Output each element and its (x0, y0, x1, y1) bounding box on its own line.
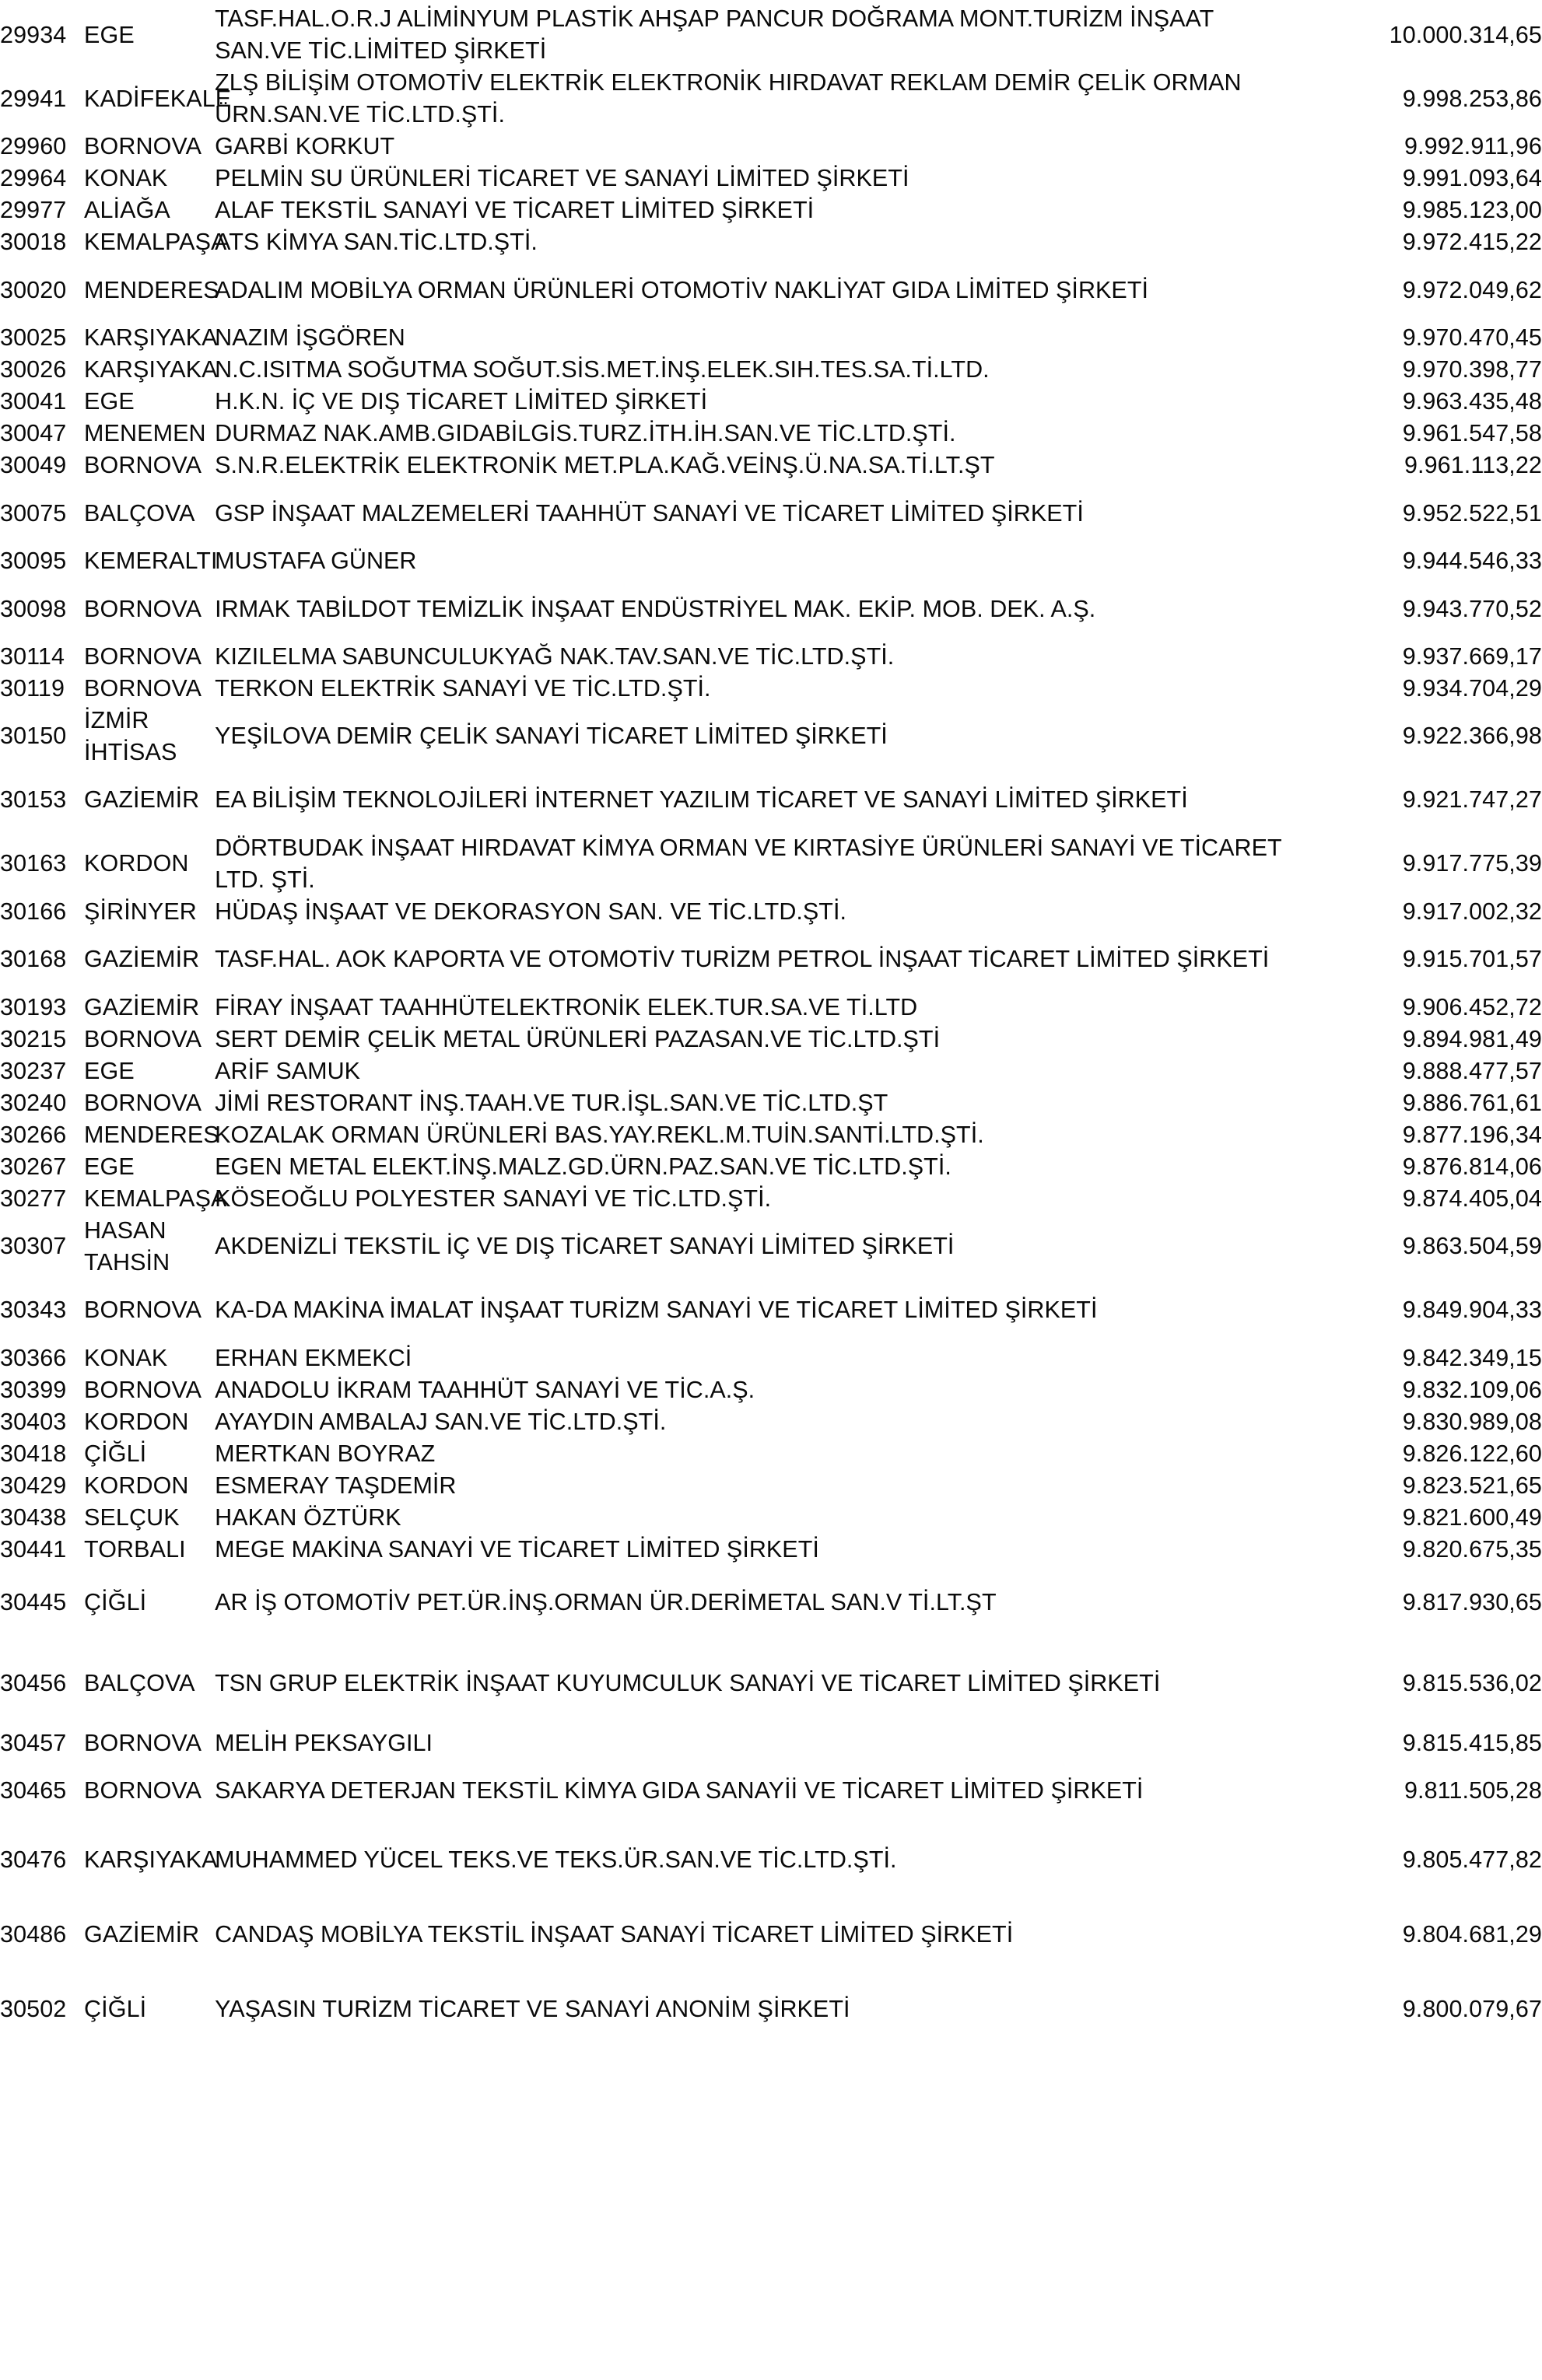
table-row (0, 418, 1542, 450)
table-row (0, 1119, 1542, 1151)
row-debt-amount: 9.817.930,65 (1402, 1589, 1542, 1615)
table-row (0, 1533, 1542, 1565)
table-row (0, 1565, 1542, 1640)
row-taxpayer-name: SERT DEMİR ÇELİK METAL ÜRÜNLERİ PAZASAN.VE TİC.LTD.ŞTİ (215, 1025, 941, 1052)
row-sequence-number: 30486 (0, 1921, 67, 1948)
row-sequence-number: 30215 (0, 1025, 67, 1052)
row-tax-office: KARŞIYAKA (84, 1846, 218, 1873)
row-sequence-number: 30438 (0, 1503, 67, 1531)
table-row (0, 832, 1542, 896)
row-taxpayer-name: TSN GRUP ELEKTRİK İNŞAAT KUYUMCULUK SANAYİ VE TİCARET LİMİTED ŞİRKETİ (215, 1670, 1161, 1696)
row-sequence-number: 30166 (0, 898, 67, 925)
row-taxpayer-name: SAKARYA DETERJAN TEKSTİL KİMYA GIDA SANAYİİ VE TİCARET LİMİTED ŞİRKETİ (215, 1777, 1144, 1804)
table-row (0, 1759, 1542, 1822)
row-tax-office: KEMERALTI (84, 548, 218, 575)
row-debt-amount: 9.922.366,98 (1402, 723, 1542, 750)
row-tax-office: BORNOVA (84, 643, 202, 670)
row-taxpayer-name: HAKAN ÖZTÜRK (215, 1503, 401, 1531)
table-row (0, 67, 1542, 131)
row-tax-office: BORNOVA (84, 1777, 202, 1804)
row-sequence-number: 30476 (0, 1846, 67, 1873)
row-taxpayer-name: GARBİ KORKUT (215, 133, 395, 160)
row-tax-office: EGE (84, 21, 135, 48)
row-taxpayer-name: KA-DA MAKİNA İMALAT İNŞAAT TURİZM SANAYİ VE TİCARET LİMİTED ŞİRKETİ (215, 1297, 1098, 1323)
row-debt-amount: 9.894.981,49 (1402, 1025, 1542, 1052)
row-debt-amount: 9.888.477,57 (1402, 1057, 1542, 1084)
row-sequence-number: 30049 (0, 452, 67, 479)
table-row (0, 577, 1542, 641)
row-taxpayer-name: YEŞİLOVA DEMİR ÇELİK SANAYİ TİCARET LİMİTED ŞİRKETİ (215, 723, 888, 750)
row-sequence-number: 30266 (0, 1121, 67, 1148)
row-taxpayer-name: AR İŞ OTOMOTİV PET.ÜR.İNŞ.ORMAN ÜR.DERİMETAL SAN.V Tİ.LT.ŞT (215, 1589, 997, 1615)
row-debt-amount: 9.937.669,17 (1402, 643, 1542, 670)
row-debt-amount: 9.804.681,29 (1402, 1921, 1542, 1948)
row-sequence-number: 29977 (0, 197, 67, 224)
row-tax-office: BORNOVA (84, 1376, 202, 1403)
row-sequence-number: 30240 (0, 1089, 67, 1116)
table-row (0, 545, 1542, 577)
table-row (0, 1055, 1542, 1087)
table-row (0, 641, 1542, 673)
row-tax-office: EGE (84, 388, 135, 415)
row-taxpayer-name: MUHAMMED YÜCEL TEKS.VE TEKS.ÜR.SAN.VE TİC.LTD.ŞTİ. (215, 1846, 897, 1873)
table-row (0, 258, 1542, 322)
row-taxpayer-name: CANDAŞ MOBİLYA TEKSTİL İNŞAAT SANAYİ TİCARET LİMİTED ŞİRKETİ (215, 1921, 1014, 1948)
row-debt-amount: 9.952.522,51 (1402, 499, 1542, 527)
row-taxpayer-name: JİMİ RESTORANT İNŞ.TAAH.VE TUR.İŞL.SAN.VE TİC.LTD.ŞT (215, 1089, 888, 1116)
table-row (0, 1469, 1542, 1501)
row-debt-amount: 9.921.747,27 (1402, 786, 1542, 814)
row-tax-office: HASAN TAHSİN (84, 1216, 170, 1276)
table-row (0, 322, 1542, 354)
row-debt-amount: 9.823.521,65 (1402, 1472, 1542, 1499)
table-row (0, 194, 1542, 226)
row-tax-office: MENDERES (84, 1121, 219, 1148)
row-debt-amount: 9.842.349,15 (1402, 1344, 1542, 1371)
row-tax-office: KEMALPAŞA (84, 229, 227, 256)
row-debt-amount: 9.972.415,22 (1402, 229, 1542, 256)
row-taxpayer-name: KIZILELMA SABUNCULUKYAĞ NAK.TAV.SAN.VE TİC.LTD.ŞTİ. (215, 643, 895, 670)
row-debt-amount: 9.815.536,02 (1402, 1670, 1542, 1696)
row-taxpayer-name: IRMAK TABİLDOT TEMİZLİK İNŞAAT ENDÜSTRİYEL MAK. EKİP. MOB. DEK. A.Ş. (215, 595, 1096, 622)
row-taxpayer-name: ADALIM MOBİLYA ORMAN ÜRÜNLERİ OTOMOTİV NAKLİYAT GIDA LİMİTED ŞİRKETİ (215, 276, 1149, 303)
row-tax-office: BORNOVA (84, 1729, 202, 1756)
row-sequence-number: 30307 (0, 1233, 67, 1260)
table-row (0, 1501, 1542, 1533)
row-taxpayer-name: ESMERAY TAŞDEMİR (215, 1472, 457, 1499)
row-tax-office: ÇİĞLİ (84, 1589, 147, 1615)
row-debt-amount: 9.915.701,57 (1402, 946, 1542, 973)
row-taxpayer-name: TASF.HAL. AOK KAPORTA VE OTOMOTİV TURİZM PETROL İNŞAAT TİCARET LİMİTED ŞİRKETİ (215, 946, 1270, 973)
row-taxpayer-name: EA BİLİŞİM TEKNOLOJİLERİ İNTERNET YAZILIM TİCARET VE SANAYİ LİMİTED ŞİRKETİ (215, 786, 1188, 814)
row-debt-amount: 9.992.911,96 (1404, 133, 1542, 160)
row-sequence-number: 30153 (0, 786, 67, 814)
row-taxpayer-name: MEGE MAKİNA SANAYİ VE TİCARET LİMİTED ŞİRKETİ (215, 1535, 819, 1563)
table-row (0, 1374, 1542, 1405)
row-taxpayer-name: AKDENİZLİ TEKSTİL İÇ VE DIŞ TİCARET SANAYİ LİMİTED ŞİRKETİ (215, 1233, 955, 1260)
table-row (0, 1972, 1542, 2046)
row-debt-amount: 9.972.049,62 (1402, 276, 1542, 303)
row-sequence-number: 30366 (0, 1344, 67, 1371)
row-tax-office: ÇİĞLİ (84, 1440, 147, 1467)
table-row (0, 450, 1542, 481)
row-taxpayer-name: FİRAY İNŞAAT TAAHHÜTELEKTRONİK ELEK.TUR.SA.VE Tİ.LTD (215, 993, 918, 1020)
table-row (0, 1727, 1542, 1759)
row-debt-amount: 9.832.109,06 (1402, 1376, 1542, 1403)
row-tax-office: BALÇOVA (84, 499, 195, 527)
row-debt-amount: 9.917.002,32 (1402, 898, 1542, 925)
row-debt-amount: 9.970.470,45 (1402, 324, 1542, 352)
row-taxpayer-name: MELİH PEKSAYGILI (215, 1729, 433, 1756)
row-sequence-number: 30025 (0, 324, 67, 352)
table-row (0, 896, 1542, 928)
row-sequence-number: 30399 (0, 1376, 67, 1403)
debt-listing-table (0, 3, 1542, 2046)
row-tax-office: GAZİEMİR (84, 946, 200, 973)
row-sequence-number: 30041 (0, 388, 67, 415)
row-tax-office: KEMALPAŞA (84, 1185, 227, 1212)
table-row (0, 1405, 1542, 1437)
row-tax-office: BORNOVA (84, 1089, 202, 1116)
row-tax-office: BORNOVA (84, 1297, 202, 1323)
row-debt-amount: 9.991.093,64 (1402, 165, 1542, 192)
table-row (0, 1151, 1542, 1183)
row-sequence-number: 30163 (0, 850, 67, 877)
row-sequence-number: 30457 (0, 1729, 67, 1756)
row-sequence-number: 30193 (0, 993, 67, 1020)
table-row (0, 386, 1542, 418)
row-tax-office: EGE (84, 1057, 135, 1084)
row-tax-office: SELÇUK (84, 1503, 180, 1531)
row-debt-amount: 9.963.435,48 (1402, 388, 1542, 415)
row-taxpayer-name: TASF.HAL.O.R.J ALİMİNYUM PLASTİK AHŞAP PANCUR DOĞRAMA MONT.TURİZM İNŞAAT SAN.VE TİC.LİMİTED ŞİRKETİ (215, 5, 1214, 64)
table-row (0, 131, 1542, 163)
row-tax-office: MENDERES (84, 276, 219, 303)
row-tax-office: İZMİR İHTİSAS (84, 707, 177, 765)
row-tax-office: BORNOVA (84, 675, 202, 702)
row-sequence-number: 29964 (0, 165, 67, 192)
table-row (0, 1183, 1542, 1215)
table-row (0, 705, 1542, 768)
table-row (0, 3, 1542, 67)
row-tax-office: BORNOVA (84, 133, 202, 160)
row-sequence-number: 30119 (0, 675, 65, 702)
row-debt-amount: 9.805.477,82 (1402, 1846, 1542, 1873)
row-tax-office: BORNOVA (84, 595, 202, 622)
row-taxpayer-name: N.C.ISITMA SOĞUTMA SOĞUT.SİS.MET.İNŞ.ELEK.SIH.TES.SA.Tİ.LTD. (215, 356, 990, 383)
row-sequence-number: 30429 (0, 1472, 67, 1499)
row-tax-office: GAZİEMİR (84, 993, 200, 1020)
row-sequence-number: 29960 (0, 133, 67, 160)
table-row (0, 1215, 1542, 1279)
row-debt-amount: 9.876.814,06 (1402, 1153, 1542, 1180)
row-tax-office: KONAK (84, 165, 168, 192)
row-taxpayer-name: NAZIM İŞGÖREN (215, 324, 405, 352)
table-row (0, 992, 1542, 1024)
row-debt-amount: 9.944.546,33 (1402, 548, 1542, 575)
table-row (0, 1278, 1542, 1342)
row-tax-office: BORNOVA (84, 1025, 202, 1052)
row-tax-office: KARŞIYAKA (84, 356, 218, 383)
row-taxpayer-name: DÖRTBUDAK İNŞAAT HIRDAVAT KİMYA ORMAN VE KIRTASİYE ÜRÜNLERİ SANAYİ VE TİCARET LTD. ŞTİ. (215, 834, 1282, 893)
table-row (0, 768, 1542, 832)
row-sequence-number: 30403 (0, 1408, 67, 1435)
row-sequence-number: 30018 (0, 229, 67, 256)
row-taxpayer-name: ERHAN EKMEKCİ (215, 1344, 412, 1371)
row-taxpayer-name: ARİF SAMUK (215, 1057, 361, 1084)
row-tax-office: GAZİEMİR (84, 1921, 200, 1948)
row-sequence-number: 30020 (0, 276, 67, 303)
row-tax-office: MENEMEN (84, 420, 206, 447)
row-taxpayer-name: MUSTAFA GÜNER (215, 548, 417, 575)
row-tax-office: ALİAĞA (84, 197, 170, 224)
row-debt-amount: 9.830.989,08 (1402, 1408, 1542, 1435)
row-taxpayer-name: ALAF TEKSTİL SANAYİ VE TİCARET LİMİTED ŞİRKETİ (215, 197, 815, 224)
row-tax-office: BORNOVA (84, 452, 202, 479)
row-sequence-number: 30237 (0, 1057, 67, 1084)
table-row (0, 673, 1542, 705)
row-debt-amount: 9.917.775,39 (1402, 850, 1542, 877)
row-debt-amount: 9.943.770,52 (1402, 595, 1542, 622)
row-sequence-number: 30465 (0, 1777, 67, 1804)
row-sequence-number: 30095 (0, 548, 67, 575)
row-debt-amount: 9.906.452,72 (1402, 993, 1542, 1020)
row-tax-office: TORBALI (84, 1535, 186, 1563)
table-row (0, 1437, 1542, 1469)
row-debt-amount: 9.815.415,85 (1402, 1729, 1542, 1756)
row-debt-amount: 9.821.600,49 (1402, 1503, 1542, 1531)
row-debt-amount: 9.961.113,22 (1404, 452, 1542, 479)
row-taxpayer-name: ANADOLU İKRAM TAAHHÜT SANAYİ VE TİC.A.Ş. (215, 1376, 755, 1403)
row-tax-office: BALÇOVA (84, 1670, 195, 1696)
row-taxpayer-name: ZLŞ BİLİŞİM OTOMOTİV ELEKTRİK ELEKTRONİK HIRDAVAT REKLAM DEMİR ÇELİK ORMAN ÜRN.SAN.VE TİC.LTD.ŞTİ. (215, 69, 1242, 128)
row-debt-amount: 9.849.904,33 (1402, 1297, 1542, 1323)
row-sequence-number: 30441 (0, 1535, 67, 1563)
row-taxpayer-name: H.K.N. İÇ VE DIŞ TİCARET LİMİTED ŞİRKETİ (215, 388, 708, 415)
row-tax-office: KORDON (84, 850, 189, 877)
row-sequence-number: 29941 (0, 85, 67, 112)
row-sequence-number: 30277 (0, 1185, 67, 1212)
table-row (0, 1897, 1542, 1972)
row-sequence-number: 30502 (0, 1996, 67, 2022)
row-debt-amount: 9.998.253,86 (1402, 85, 1542, 112)
row-sequence-number: 30343 (0, 1297, 67, 1323)
row-sequence-number: 30445 (0, 1589, 67, 1615)
row-tax-office: EGE (84, 1153, 135, 1180)
row-debt-amount: 9.985.123,00 (1402, 197, 1542, 224)
row-sequence-number: 30114 (0, 643, 65, 670)
row-taxpayer-name: KÖSEOĞLU POLYESTER SANAYİ VE TİC.LTD.ŞTİ. (215, 1185, 772, 1212)
table-row (0, 163, 1542, 194)
row-debt-amount: 9.811.505,28 (1404, 1777, 1542, 1804)
table-row (0, 481, 1542, 545)
row-sequence-number: 30075 (0, 499, 67, 527)
row-debt-amount: 9.820.675,35 (1402, 1535, 1542, 1563)
table-row (0, 1640, 1542, 1727)
row-sequence-number: 30267 (0, 1153, 67, 1180)
row-taxpayer-name: GSP İNŞAAT MALZEMELERİ TAAHHÜT SANAYİ VE TİCARET LİMİTED ŞİRKETİ (215, 499, 1084, 527)
row-sequence-number: 30098 (0, 595, 67, 622)
row-debt-amount: 9.877.196,34 (1402, 1121, 1542, 1148)
table-row (0, 1087, 1542, 1119)
row-debt-amount: 10.000.314,65 (1389, 21, 1542, 48)
row-sequence-number: 29934 (0, 21, 67, 48)
row-debt-amount: 9.874.405,04 (1402, 1185, 1542, 1212)
row-sequence-number: 30047 (0, 420, 67, 447)
row-sequence-number: 30418 (0, 1440, 67, 1467)
row-sequence-number: 30456 (0, 1670, 67, 1696)
row-taxpayer-name: S.N.R.ELEKTRİK ELEKTRONİK MET.PLA.KAĞ.VEİNŞ.Ü.NA.SA.Tİ.LT.ŞT (215, 452, 995, 479)
row-taxpayer-name: KOZALAK ORMAN ÜRÜNLERİ BAS.YAY.REKL.M.TUİN.SANTİ.LTD.ŞTİ. (215, 1121, 984, 1148)
row-taxpayer-name: HÜDAŞ İNŞAAT VE DEKORASYON SAN. VE TİC.LTD.ŞTİ. (215, 898, 847, 925)
row-tax-office: KARŞIYAKA (84, 324, 218, 352)
row-tax-office: KORDON (84, 1408, 189, 1435)
row-tax-office: GAZİEMİR (84, 786, 200, 814)
table-row (0, 1342, 1542, 1374)
row-taxpayer-name: DURMAZ NAK.AMB.GIDABİLGİS.TURZ.İTH.İH.SAN.VE TİC.LTD.ŞTİ. (215, 420, 956, 447)
row-taxpayer-name: YAŞASIN TURİZM TİCARET VE SANAYİ ANONİM ŞİRKETİ (215, 1996, 850, 2022)
row-debt-amount: 9.886.761,61 (1402, 1089, 1542, 1116)
row-taxpayer-name: AYAYDIN AMBALAJ SAN.VE TİC.LTD.ŞTİ. (215, 1408, 667, 1435)
table-row (0, 354, 1542, 386)
row-taxpayer-name: TERKON ELEKTRİK SANAYİ VE TİC.LTD.ŞTİ. (215, 675, 711, 702)
row-taxpayer-name: EGEN METAL ELEKT.İNŞ.MALZ.GD.ÜRN.PAZ.SAN.VE TİC.LTD.ŞTİ. (215, 1153, 951, 1180)
row-debt-amount: 9.961.547,58 (1402, 420, 1542, 447)
row-tax-office: ŞİRİNYER (84, 898, 197, 925)
row-tax-office: KONAK (84, 1344, 168, 1371)
row-taxpayer-name: ATS KİMYA SAN.TİC.LTD.ŞTİ. (215, 229, 538, 256)
row-taxpayer-name: MERTKAN BOYRAZ (215, 1440, 436, 1467)
row-taxpayer-name: PELMİN SU ÜRÜNLERİ TİCARET VE SANAYİ LİMİTED ŞİRKETİ (215, 165, 909, 192)
row-debt-amount: 9.863.504,59 (1402, 1233, 1542, 1260)
row-tax-office: KORDON (84, 1472, 189, 1499)
row-sequence-number: 30150 (0, 723, 67, 750)
row-debt-amount: 9.970.398,77 (1402, 356, 1542, 383)
row-debt-amount: 9.826.122,60 (1402, 1440, 1542, 1467)
row-tax-office: ÇİĞLİ (84, 1996, 147, 2022)
table-body (0, 3, 1542, 2046)
row-debt-amount: 9.800.079,67 (1402, 1996, 1542, 2022)
table-row (0, 1024, 1542, 1055)
table-row (0, 226, 1542, 258)
row-tax-office: KADİFEKALE (84, 85, 232, 112)
row-sequence-number: 30168 (0, 946, 67, 973)
row-sequence-number: 30026 (0, 356, 67, 383)
row-debt-amount: 9.934.704,29 (1402, 675, 1542, 702)
table-row (0, 1822, 1542, 1897)
table-row (0, 928, 1542, 992)
